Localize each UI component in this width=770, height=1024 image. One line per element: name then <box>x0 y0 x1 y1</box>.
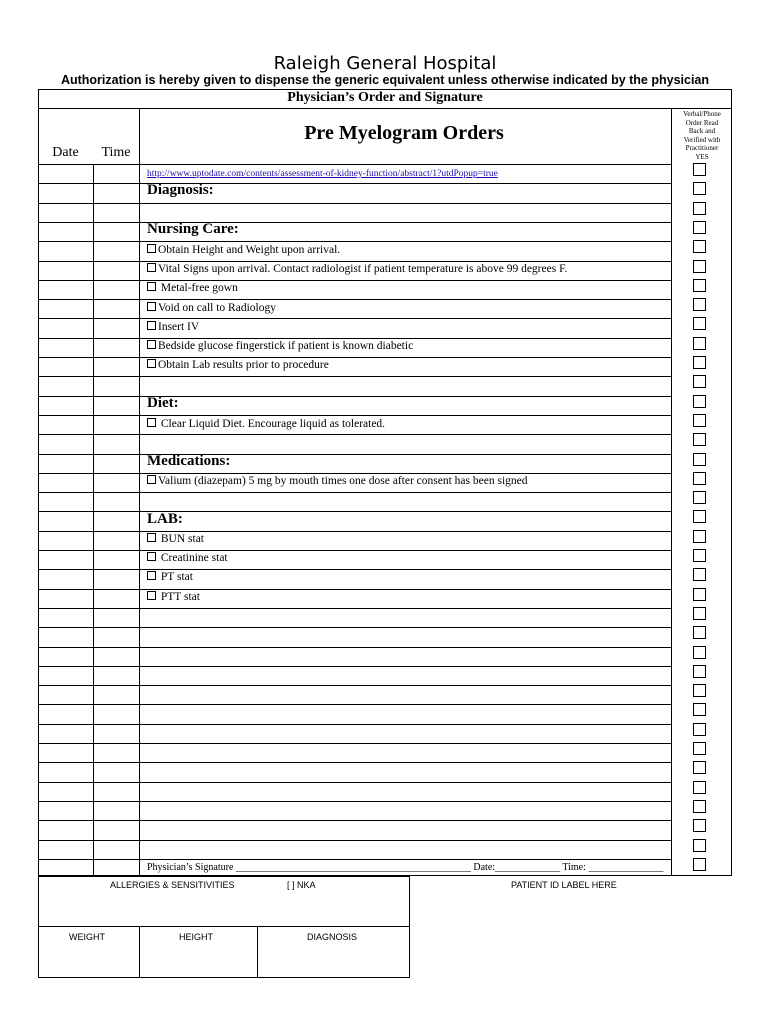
authorization-note: Authorization is hereby given to dispense the generic equivalent unless otherwise indicated by the physician <box>60 73 710 87</box>
date-column-header: Date <box>52 145 79 160</box>
list-item: Valium (diazepam) 5 mg by mouth times one dose after consent has been signed <box>147 475 528 487</box>
row-divider <box>38 801 671 802</box>
verified-checkbox[interactable] <box>693 703 706 716</box>
checkbox-icon[interactable] <box>147 591 156 600</box>
verified-checkbox[interactable] <box>693 317 706 330</box>
verbal-line: Verified with <box>683 135 721 144</box>
row-divider <box>38 396 671 397</box>
row-divider <box>38 589 671 590</box>
verified-checkbox[interactable] <box>693 453 706 466</box>
verified-checkbox[interactable] <box>693 491 706 504</box>
checkbox-icon[interactable] <box>147 359 156 368</box>
verified-checkbox[interactable] <box>693 761 706 774</box>
height-label: HEIGHT <box>179 932 214 942</box>
row-divider <box>38 203 671 204</box>
list-item: Bedside glucose fingerstick if patient is known diabetic <box>147 340 413 352</box>
checkbox-icon[interactable] <box>147 475 156 484</box>
verified-checkbox[interactable] <box>693 414 706 427</box>
verified-checkbox[interactable] <box>693 858 706 871</box>
verified-checkbox[interactable] <box>693 800 706 813</box>
row-divider <box>38 108 732 109</box>
list-item: Vital Signs upon arrival. Contact radiologist if patient temperature is above 99 degrees F. <box>147 263 567 275</box>
verbal-line: Order Read <box>685 118 719 127</box>
verified-checkbox[interactable] <box>693 626 706 639</box>
checkbox-icon[interactable] <box>147 418 156 427</box>
form-title: Pre Myelogram Orders <box>304 122 504 144</box>
verified-checkbox[interactable] <box>693 742 706 755</box>
verified-checkbox[interactable] <box>693 337 706 350</box>
verified-checkbox[interactable] <box>693 723 706 736</box>
verified-checkbox[interactable] <box>693 433 706 446</box>
time-column-header: Time <box>101 145 131 160</box>
hospital-name: Raleigh General Hospital <box>273 53 497 74</box>
diagnosis-heading: Diagnosis: <box>147 182 214 198</box>
lab-heading: LAB: <box>147 511 183 527</box>
verified-checkbox[interactable] <box>693 781 706 794</box>
checkbox-icon[interactable] <box>147 571 156 580</box>
medications-heading: Medications: <box>147 453 231 469</box>
verbal-line: YES <box>695 152 709 161</box>
row-divider <box>38 859 671 860</box>
physician-signature-line[interactable]: Physician’s Signature _______________________________________________ Date:_____________ Time: _______________ <box>147 862 664 873</box>
row-divider <box>38 473 671 474</box>
checkbox-icon[interactable] <box>147 533 156 542</box>
diagnosis-label: DIAGNOSIS <box>307 932 358 942</box>
verified-checkbox[interactable] <box>693 646 706 659</box>
row-divider <box>38 241 671 242</box>
verbal-line: Practitioner <box>685 144 719 153</box>
row-divider <box>38 492 671 493</box>
row-divider <box>38 840 671 841</box>
checkbox-icon[interactable] <box>147 302 156 311</box>
row-divider <box>38 627 671 628</box>
row-divider <box>38 704 671 705</box>
list-item: Creatinine stat <box>147 552 228 564</box>
verified-checkbox[interactable] <box>693 530 706 543</box>
row-divider <box>38 338 671 339</box>
list-item: Obtain Height and Weight upon arrival. <box>147 244 340 256</box>
list-item: Obtain Lab results prior to procedure <box>147 359 329 371</box>
row-divider <box>38 820 671 821</box>
list-item: Void on call to Radiology <box>147 302 276 314</box>
row-divider <box>38 376 671 377</box>
row-divider <box>38 608 671 609</box>
allergies-label: ALLERGIES & SENSITIVITIES <box>110 880 235 890</box>
divider <box>257 926 258 978</box>
list-item: PT stat <box>147 571 193 583</box>
list-item: PTT stat <box>147 591 200 603</box>
row-divider <box>38 647 671 648</box>
row-divider <box>38 511 671 512</box>
list-item: Insert IV <box>147 321 199 333</box>
verified-checkbox[interactable] <box>693 472 706 485</box>
verified-checkbox[interactable] <box>693 684 706 697</box>
list-item: Clear Liquid Diet. Encourage liquid as tolerated. <box>147 418 385 430</box>
row-divider <box>38 222 671 223</box>
row-divider <box>38 434 671 435</box>
checkbox-icon[interactable] <box>147 282 156 291</box>
verified-checkbox[interactable] <box>693 549 706 562</box>
verified-checkbox[interactable] <box>693 279 706 292</box>
verified-checkbox[interactable] <box>693 607 706 620</box>
nka-checkbox[interactable]: [ ] NKA <box>287 880 316 890</box>
verified-checkbox[interactable] <box>693 202 706 215</box>
row-divider <box>38 569 671 570</box>
reference-link[interactable]: http://www.uptodate.com/contents/assessment-of-kidney-function/abstract/1?utdPopup=true <box>147 169 498 179</box>
row-divider <box>38 164 671 165</box>
verbal-order-header <box>672 110 732 162</box>
verified-checkbox[interactable] <box>693 182 706 195</box>
verified-checkbox[interactable] <box>693 221 706 234</box>
section-title: Physician’s Order and Signature <box>287 90 483 105</box>
row-divider <box>38 415 671 416</box>
verified-checkbox[interactable] <box>693 819 706 832</box>
verbal-line: Verbal/Phone <box>683 110 721 118</box>
row-divider <box>38 762 671 763</box>
verbal-line: Back and <box>688 127 716 136</box>
verified-checkbox[interactable] <box>693 298 706 311</box>
row-divider <box>38 183 671 184</box>
checkbox-icon[interactable] <box>147 244 156 253</box>
diet-heading: Diet: <box>147 395 179 411</box>
list-item: Metal-free gown <box>147 282 238 294</box>
row-divider <box>38 280 671 281</box>
verified-checkbox[interactable] <box>693 163 706 176</box>
row-divider <box>38 685 671 686</box>
row-divider <box>38 357 671 358</box>
list-item: BUN stat <box>147 533 204 545</box>
checkbox-icon[interactable] <box>147 263 156 272</box>
column-divider <box>671 108 672 876</box>
row-divider <box>38 454 671 455</box>
row-divider <box>38 531 671 532</box>
row-divider <box>38 743 671 744</box>
verified-checkbox[interactable] <box>693 839 706 852</box>
verified-checkbox[interactable] <box>693 240 706 253</box>
row-divider <box>38 299 671 300</box>
checkbox-icon[interactable] <box>147 552 156 561</box>
verified-checkbox[interactable] <box>693 665 706 678</box>
row-divider <box>38 724 671 725</box>
patient-id-label: PATIENT ID LABEL HERE <box>511 880 617 890</box>
column-divider <box>93 164 94 876</box>
verified-checkbox[interactable] <box>693 510 706 523</box>
verified-checkbox[interactable] <box>693 588 706 601</box>
weight-label: WEIGHT <box>69 932 105 942</box>
verified-checkbox[interactable] <box>693 356 706 369</box>
verified-checkbox[interactable] <box>693 375 706 388</box>
divider <box>139 926 140 978</box>
checkbox-icon[interactable] <box>147 321 156 330</box>
row-divider <box>38 261 671 262</box>
verified-checkbox[interactable] <box>693 395 706 408</box>
verified-checkbox[interactable] <box>693 568 706 581</box>
verified-checkbox[interactable] <box>693 260 706 273</box>
row-divider <box>38 550 671 551</box>
checkbox-icon[interactable] <box>147 340 156 349</box>
row-divider <box>38 782 671 783</box>
row-divider <box>38 666 671 667</box>
row-divider <box>38 318 671 319</box>
nursing-care-heading: Nursing Care: <box>147 221 239 237</box>
